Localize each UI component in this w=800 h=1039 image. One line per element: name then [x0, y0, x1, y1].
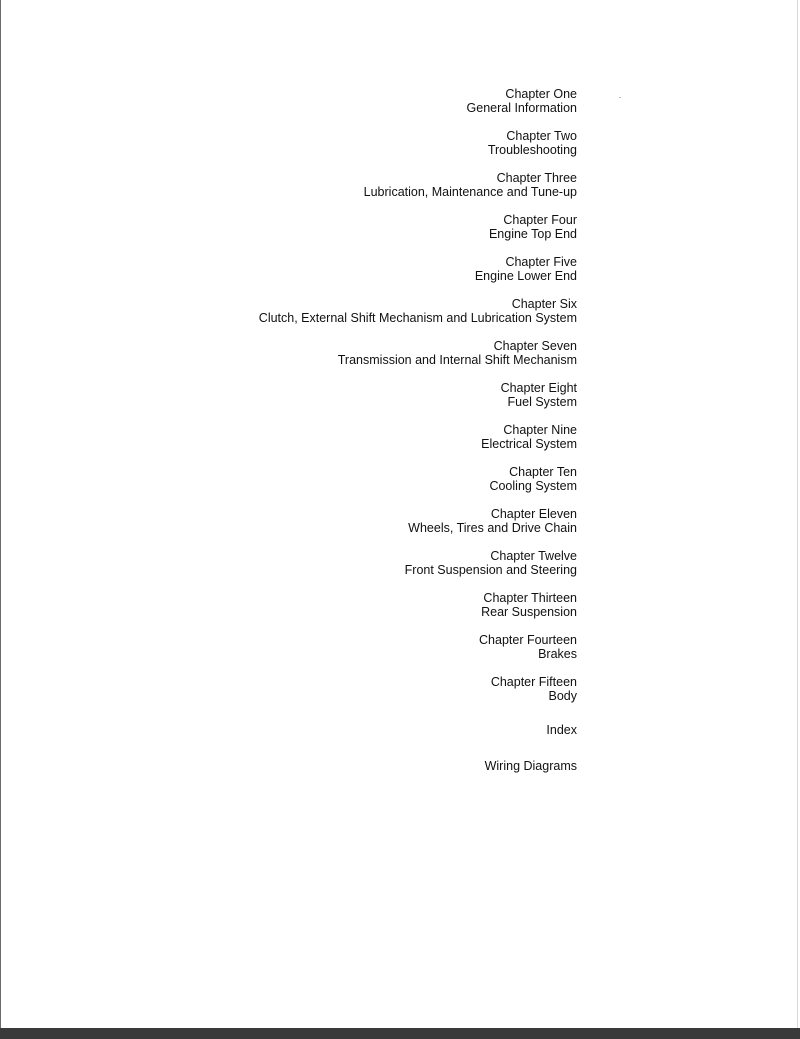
- toc-entry-11[interactable]: [201, 508, 577, 535]
- toc-entry-14[interactable]: [201, 634, 577, 661]
- toc-chapter-label: Chapter Five: [505, 255, 577, 269]
- toc-wiring-label: Wiring Diagrams: [484, 759, 577, 773]
- toc-chapter-label: Chapter Ten: [509, 465, 577, 479]
- toc-chapter-title: General Information: [466, 100, 577, 115]
- toc-chapter-label: Chapter Two: [506, 129, 577, 143]
- toc-chapter-title: Engine Lower End: [474, 268, 577, 283]
- toc-chapter-title: Troubleshooting: [487, 142, 577, 157]
- toc-chapter-title: Transmission and Internal Shift Mechanism: [337, 352, 577, 367]
- toc-entry-5[interactable]: [201, 256, 577, 283]
- toc-chapter-title: Wheels, Tires and Drive Chain: [408, 520, 577, 535]
- toc-entry-13[interactable]: [201, 592, 577, 619]
- toc-entry-3[interactable]: [201, 172, 577, 199]
- toc-chapter-label: Chapter Seven: [493, 339, 577, 353]
- toc-entry-wiring-diagrams[interactable]: [201, 760, 577, 774]
- toc-chapter-title: Lubrication, Maintenance and Tune-up: [363, 184, 577, 199]
- toc-chapter-title: Cooling System: [489, 478, 577, 493]
- toc-index-label: Index: [546, 723, 577, 737]
- viewer-bottom-bar: [0, 1028, 800, 1039]
- toc-chapter-title: Front Suspension and Steering: [404, 562, 577, 577]
- toc-chapter-title: Rear Suspension: [481, 604, 577, 619]
- toc-chapter-label: Chapter Six: [511, 297, 577, 311]
- toc-chapter-title: Electrical System: [481, 436, 577, 451]
- toc-chapter-label: Chapter One: [505, 87, 577, 101]
- toc-chapter-title: Brakes: [538, 646, 577, 661]
- toc-entry-4[interactable]: [201, 214, 577, 241]
- toc-chapter-label: Chapter Fifteen: [490, 675, 577, 689]
- toc-entry-2[interactable]: [201, 130, 577, 157]
- toc-entry-12[interactable]: [201, 550, 577, 577]
- toc-chapter-label: Chapter Fourteen: [479, 633, 577, 647]
- toc-chapter-label: Chapter Thirteen: [483, 591, 577, 605]
- toc-entry-1[interactable]: [201, 88, 577, 115]
- scan-mark: [619, 97, 621, 98]
- toc-chapter-title: Body: [548, 688, 577, 703]
- toc-entry-6[interactable]: [201, 298, 577, 325]
- toc-entry-9[interactable]: [201, 424, 577, 451]
- toc-chapter-label: Chapter Nine: [503, 423, 577, 437]
- toc-chapter-label: Chapter Eleven: [490, 507, 577, 521]
- toc-entry-index[interactable]: [201, 724, 577, 738]
- toc-chapter-label: Chapter Eight: [500, 381, 577, 395]
- toc-chapter-label: Chapter Four: [503, 213, 577, 227]
- toc-entry-10[interactable]: [201, 466, 577, 493]
- toc-chapter-title: Clutch, External Shift Mechanism and Lubrication System: [258, 310, 577, 325]
- toc-chapter-label: Chapter Twelve: [490, 549, 577, 563]
- toc-chapter-title: Engine Top End: [488, 226, 577, 241]
- toc-entry-15[interactable]: [201, 676, 577, 703]
- toc-chapter-label: Chapter Three: [496, 171, 577, 185]
- toc-entry-8[interactable]: [201, 382, 577, 409]
- toc-entry-7[interactable]: [201, 340, 577, 367]
- toc-chapter-title: Fuel System: [507, 394, 577, 409]
